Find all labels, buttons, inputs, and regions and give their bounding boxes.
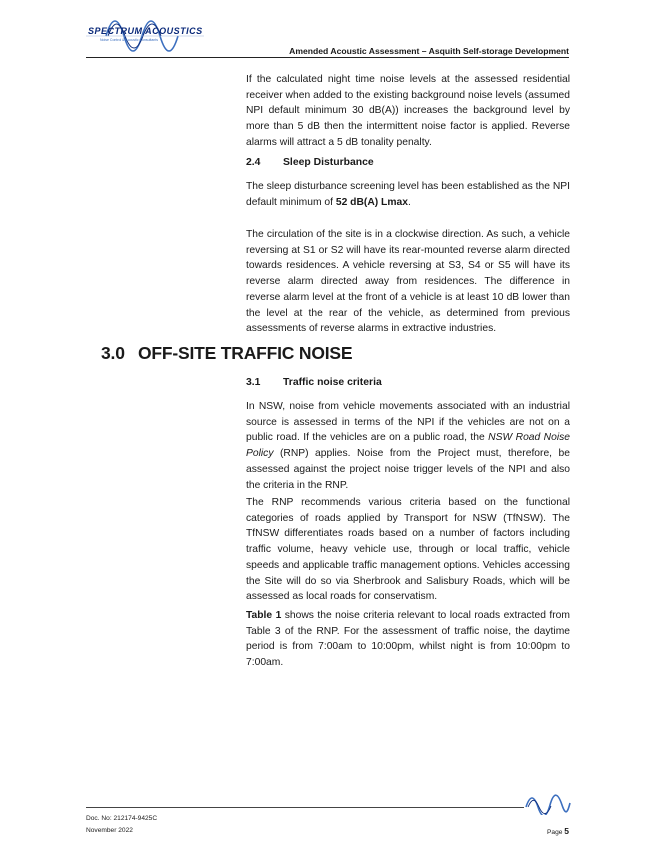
logo-text: SPECTRUM ACOUSTICS [88, 26, 203, 36]
paragraph-sleep-level [246, 179, 570, 210]
document-date: November 2022 [86, 827, 133, 834]
policy-title: NSW Road Noise Policy [246, 432, 571, 460]
section-heading-2-4 [246, 157, 374, 168]
section-title: Traffic noise criteria [283, 377, 382, 388]
paragraph-text: The RNP recommends various criteria based on the functional categories of roads applied by Transport for NSW (TfNSW). The TfNSW differentiates roads based on a number of factors including traffic volume, heavy vehicle use, through or local traffic, vehicle speeds and applicable traffic management options. Vehicles accessing the Site will do so via Sherbrook and Salisbury Roads, which will be assessed as local roads for conservatism. [246, 497, 570, 603]
section-title: Sleep Disturbance [283, 157, 374, 168]
logo-subtitle: Noise Control & Acoustic Consultants [100, 38, 158, 42]
paragraph-intermittent-noise [246, 72, 570, 151]
paragraph-table-reference [246, 608, 570, 671]
page-number [547, 826, 569, 836]
paragraph-circulation [246, 227, 570, 337]
section-title: OFF-SITE TRAFFIC NOISE [138, 343, 353, 363]
document-title: Amended Acoustic Assessment – Asquith Self-storage Development [289, 46, 569, 56]
sleep-level-value: 52 dB(A) Lmax [335, 196, 408, 208]
table-reference: Table 1 [246, 610, 282, 621]
section-number: 3.0 [101, 343, 125, 363]
paragraph-text: The circulation of the site is in a clockwise direction. As such, a vehicle reversing at S1 or S2 will have its rear-mounted reverse alarm directed towards residences. A vehicle reversing at S3, S4 or S5 will have its reverse alarm directed away from residences. The difference in reverse alarm level at the front of a vehicle is at least 10 dB lower than the level at the rear of the vehicle, as determined from previous assessments of reverse alarms in extractive industries. [246, 229, 570, 335]
page-label: Page [547, 829, 563, 836]
paragraph-nsw-rnp [246, 399, 570, 493]
section-heading-3-1 [246, 377, 382, 388]
paragraph-road-categories [246, 495, 570, 605]
header-divider [86, 57, 569, 58]
paragraph-text-end: . [407, 196, 411, 208]
section-number: 2.4 [246, 157, 261, 168]
footer-divider [86, 807, 524, 808]
paragraph-text: The sleep disturbance screening level has been established as the NPI default minimum of [246, 181, 570, 208]
company-logo [86, 14, 206, 58]
paragraph-text: In NSW, noise from vehicle movements associated with an industrial source is assessed in terms of the NPI if the vehicles are not on a public road. If the vehicles are on a public road, the [246, 401, 570, 444]
page-number-value: 5 [564, 826, 569, 836]
section-number: 3.1 [246, 377, 261, 388]
paragraph-text: If the calculated night time noise levels at the assessed residential receiver when added to the existing background noise levels (assumed NPI default minimum 30 dB(A)) increases the background level by more than 5 dB then the intermittent noise factor is applied. Reverse alarms will attract a 5 dB tonality penalty. [246, 74, 570, 148]
sine-wave-logo-icon [86, 14, 206, 58]
page-header [0, 0, 666, 70]
document-number: Doc. No: 212174-9425C [86, 815, 158, 822]
paragraph-text-end: (RNP) applies. Noise from the Project must, therefore, be assessed against the project noise trigger levels of the NPI and also the criteria in the RNP. [246, 448, 570, 491]
section-heading-3-0 [101, 343, 352, 364]
sine-wave-icon [524, 793, 572, 815]
paragraph-text: shows the noise criteria relevant to local roads extracted from Table 3 of the RNP. For the assessment of traffic noise, the daytime period is from 7:00am to 10:00pm, whilst night is from 10:00pm to 7:00am. [246, 610, 570, 669]
